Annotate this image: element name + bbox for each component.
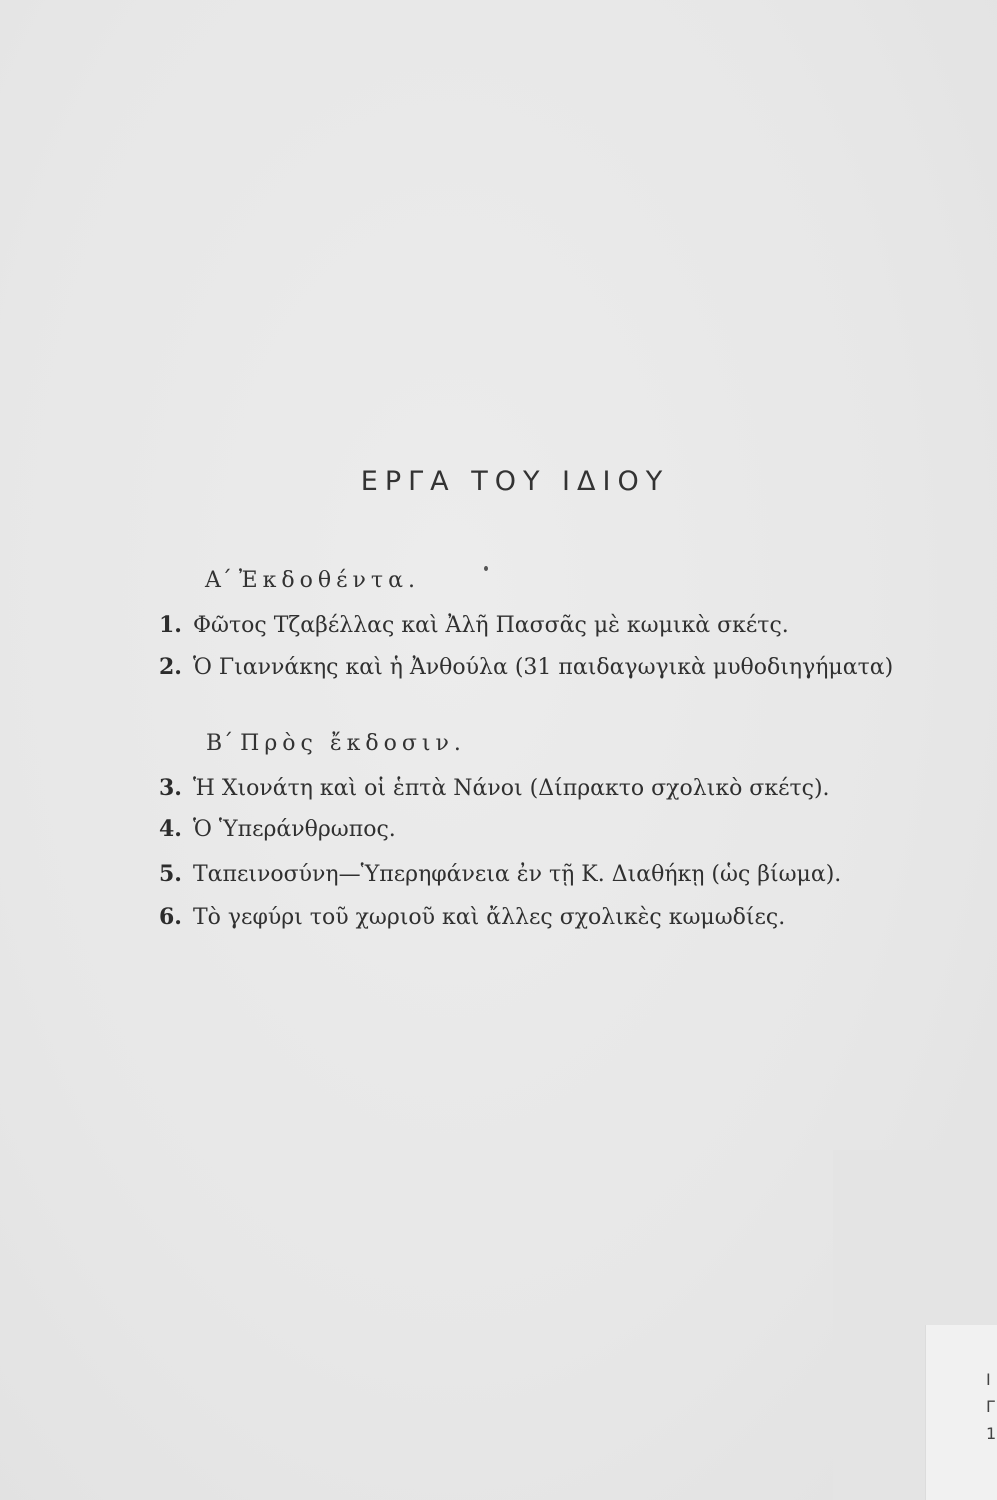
item-text: Ταπεινοσύνη—Ὑπερηφάνεια ἐν τῇ Κ. Διαθήκῃ (ὡς βίωμα). [193,862,842,887]
item-number: 5. [159,861,182,887]
section-a-title [205,568,420,593]
list-item [159,775,830,801]
item-number: 4. [159,816,182,842]
section-b-title [206,731,466,756]
item-text: Ὁ Γιαννάκης καὶ ἡ Ἀνθούλα (31 παιδαγωγικὰ μυθοδιηγήματα) [193,655,894,680]
list-item [159,904,785,930]
fragment-line: Ι [986,1370,991,1389]
list-item [159,861,841,887]
section-a-label: Α΄ [205,568,232,593]
section-b-heading: Πρὸς ἔκδοσιν. [240,731,466,756]
item-text: Φῶτος Τζαβέλλας καὶ Ἀλῆ Πασσᾶς μὲ κωμικὰ σκέτς. [193,613,789,638]
page-heading: ΕΡΓΑ ΤΟΥ ΙΔΙΟΥ [360,466,670,497]
item-text: Ὁ Ὑπεράνθρωπος. [193,817,396,842]
list-item [159,654,893,680]
item-number: 6. [159,904,182,930]
section-b-label: Β΄ [206,731,234,756]
item-number: 3. [159,775,182,801]
ink-speck [484,566,488,571]
item-text: Τὸ γεφύρι τοῦ χωριοῦ καὶ ἄλλες σχολικὲς κωμωδίες. [193,905,786,930]
fragment-line: 1 [986,1424,997,1443]
section-a-heading: Ἐκδοθέντα. [238,568,420,593]
list-item [159,816,396,842]
adjacent-page-fragment [986,1366,996,1447]
item-number: 1. [159,612,182,638]
fragment-line: Γ [986,1397,995,1416]
item-text: Ἡ Χιονάτη καὶ οἱ ἑπτὰ Νάνοι (Δίπρακτο σχολικὸ σκέτς). [193,776,830,801]
item-number: 2. [159,654,182,680]
list-item [159,612,789,638]
